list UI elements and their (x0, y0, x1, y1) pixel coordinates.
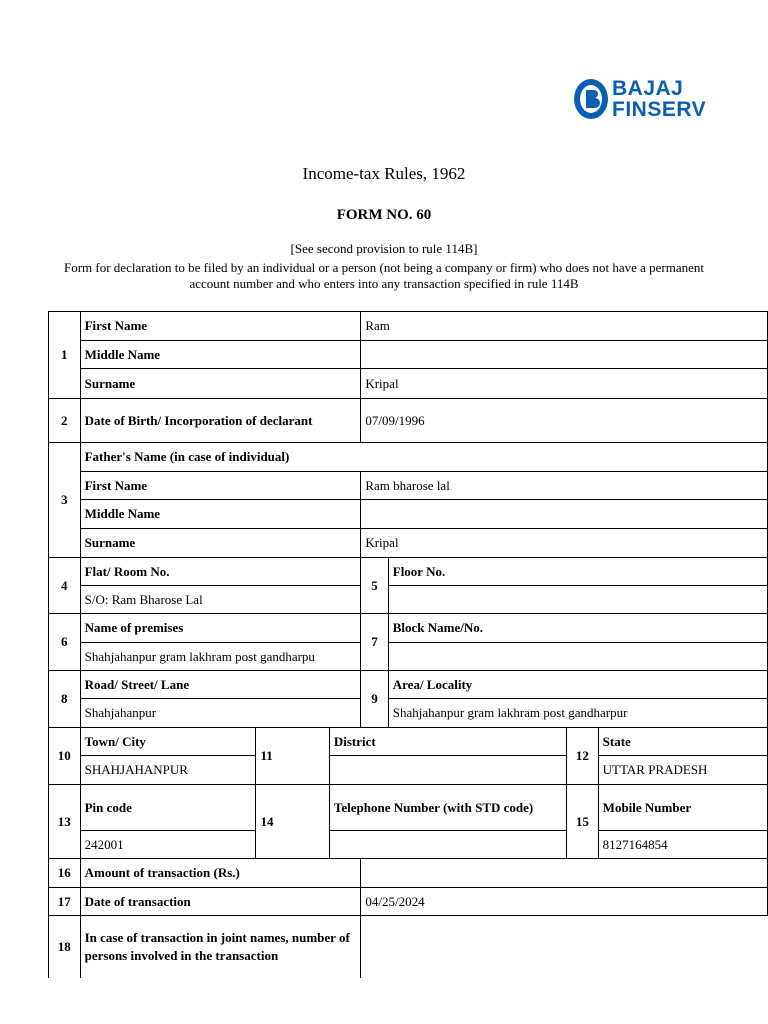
area-field[interactable]: Shahjahanpur gram lakhram post gandharpur (388, 699, 767, 728)
father-surname-label: Surname (80, 529, 361, 558)
state-field[interactable]: UTTAR PRADESH (598, 756, 767, 785)
block-label: Block Name/No. (388, 614, 767, 643)
father-first-name-label: First Name (80, 472, 361, 500)
row-number: 11 (256, 728, 329, 785)
premises-label: Name of premises (80, 614, 361, 643)
road-field[interactable]: Shahjahanpur (80, 699, 361, 728)
transaction-date-label: Date of transaction (80, 888, 361, 916)
logo-line-2: FINSERV (612, 98, 707, 121)
middle-name-label: Middle Name (80, 341, 361, 369)
transaction-date-field[interactable]: 04/25/2024 (361, 888, 768, 916)
row-number: 14 (256, 785, 329, 859)
surname-field[interactable]: Kripal (361, 369, 768, 399)
bajaj-emblem-icon (572, 76, 610, 122)
form-60-table (48, 311, 768, 978)
row-number: 10 (49, 728, 81, 785)
area-label: Area/ Locality (388, 671, 767, 699)
father-first-name-field[interactable]: Ram bharose lal (361, 472, 768, 500)
provision-text: [See second provision to rule 114B] (290, 241, 478, 256)
pincode-label: Pin code (80, 785, 256, 831)
row-number: 17 (49, 888, 81, 916)
joint-names-label: In case of transaction in joint names, number of persons involved in the transaction (80, 916, 361, 978)
town-field[interactable]: SHAHJAHANPUR (80, 756, 256, 785)
row-number: 2 (49, 399, 81, 443)
telephone-label: Telephone Number (with STD code) (329, 785, 566, 831)
dob-label: Date of Birth/ Incorporation of declarant (80, 399, 361, 443)
fathers-name-heading: Father's Name (in case of individual) (80, 443, 767, 472)
father-surname-field[interactable]: Kripal (361, 529, 768, 558)
row-number: 15 (567, 785, 599, 859)
district-label: District (329, 728, 566, 756)
premises-field[interactable]: Shahjahanpur gram lakhram post gandharpu (80, 643, 361, 671)
row-number: 4 (49, 558, 81, 614)
mobile-field[interactable]: 8127164854 (598, 831, 767, 859)
flat-room-label: Flat/ Room No. (80, 558, 361, 586)
row-number: 6 (49, 614, 81, 671)
father-middle-name-label: Middle Name (80, 500, 361, 529)
flat-room-field[interactable]: S/O: Ram Bharose Lal (80, 586, 361, 614)
bajaj-finserv-logo (572, 76, 712, 126)
father-middle-name-field[interactable] (361, 500, 768, 529)
first-name-field[interactable]: Ram (361, 312, 768, 341)
logo-line-1: BAJAJ (612, 77, 684, 100)
row-number: 9 (361, 671, 388, 728)
form-number: FORM NO. 60 (336, 207, 432, 223)
pincode-field[interactable]: 242001 (80, 831, 256, 859)
row-number: 5 (361, 558, 388, 614)
middle-name-field[interactable] (361, 341, 768, 369)
telephone-field[interactable] (329, 831, 566, 859)
amount-field[interactable] (361, 859, 768, 888)
row-number: 7 (361, 614, 388, 671)
row-number: 13 (49, 785, 81, 859)
row-number: 3 (49, 443, 81, 558)
dob-field[interactable]: 07/09/1996 (361, 399, 768, 443)
row-number: 12 (567, 728, 599, 785)
surname-label: Surname (80, 369, 361, 399)
floor-field[interactable] (388, 586, 767, 614)
floor-label: Floor No. (388, 558, 767, 586)
block-field[interactable] (388, 643, 767, 671)
row-number: 8 (49, 671, 81, 728)
row-number: 1 (49, 312, 81, 399)
row-number: 18 (49, 916, 81, 978)
mobile-label: Mobile Number (598, 785, 767, 831)
form-description: Form for declaration to be filed by an individual or a person (not being a company or firm) who does not have a permanent account number and who enters into any transaction specified in rule 114B (63, 260, 705, 291)
state-label: State (598, 728, 767, 756)
road-label: Road/ Street/ Lane (80, 671, 361, 699)
district-field[interactable] (329, 756, 566, 785)
joint-names-field[interactable] (361, 916, 768, 978)
town-label: Town/ City (80, 728, 256, 756)
rules-title: Income-tax Rules, 1962 (302, 164, 466, 183)
amount-label: Amount of transaction (Rs.) (80, 859, 361, 888)
first-name-label: First Name (80, 312, 361, 341)
row-number: 16 (49, 859, 81, 888)
